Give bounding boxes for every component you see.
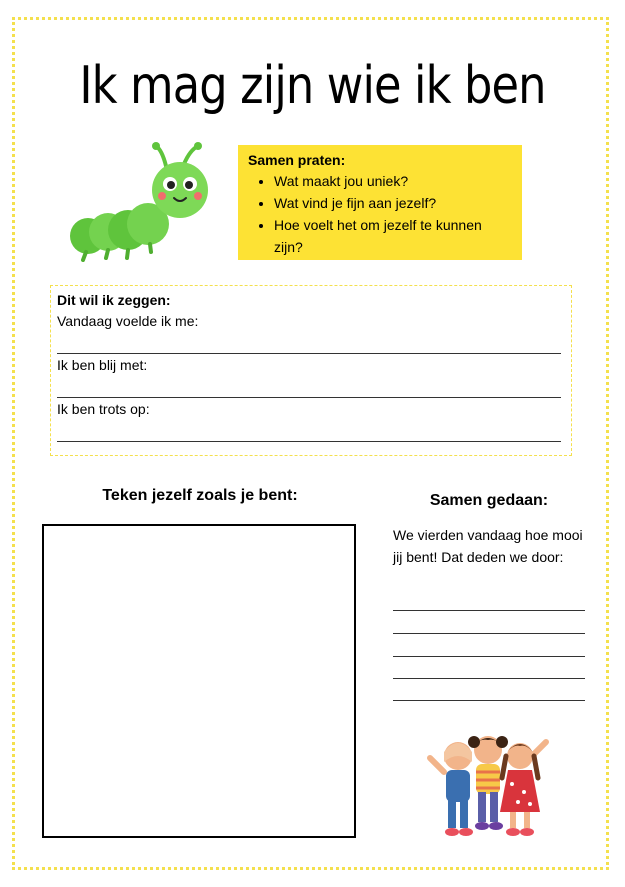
question-item: • Wat maakt jou uniek?	[274, 170, 512, 192]
say-prompt: Ik ben trots op:	[57, 401, 150, 417]
writing-line[interactable]	[57, 397, 561, 398]
page-title: Ik mag zijn wie ik ben	[79, 56, 546, 116]
writing-line[interactable]	[393, 700, 585, 701]
question-list	[248, 170, 512, 258]
writing-line[interactable]	[393, 633, 585, 634]
say-row-happy	[57, 355, 565, 399]
talk-heading: Samen praten:	[248, 152, 346, 168]
writing-line[interactable]	[57, 353, 561, 354]
children-illustration	[422, 728, 552, 840]
question-item: • Wat vind je fijn aan jezelf?	[274, 192, 512, 214]
writing-line[interactable]	[57, 441, 561, 442]
caterpillar-illustration	[66, 140, 216, 262]
say-row-proud	[57, 399, 565, 443]
question-item: • Hoe voelt het om jezelf te kunnen zijn?	[274, 214, 512, 258]
talk-together-box	[238, 145, 522, 260]
say-row-feeling	[57, 311, 565, 355]
writing-line[interactable]	[393, 610, 585, 611]
done-text: We vierden vandaag hoe mooi jij bent! Dat deden we door:	[393, 527, 583, 565]
say-prompt: Ik ben blij met:	[57, 357, 148, 373]
say-prompt: Vandaag voelde ik me:	[57, 313, 199, 329]
say-heading: Dit wil ik zeggen:	[57, 292, 171, 308]
draw-heading: Teken jezelf zoals je bent:	[102, 487, 298, 504]
say-section	[50, 285, 572, 456]
writing-line[interactable]	[393, 656, 585, 657]
drawing-area[interactable]	[42, 524, 356, 838]
writing-line[interactable]	[393, 678, 585, 679]
done-heading: Samen gedaan:	[429, 492, 549, 509]
